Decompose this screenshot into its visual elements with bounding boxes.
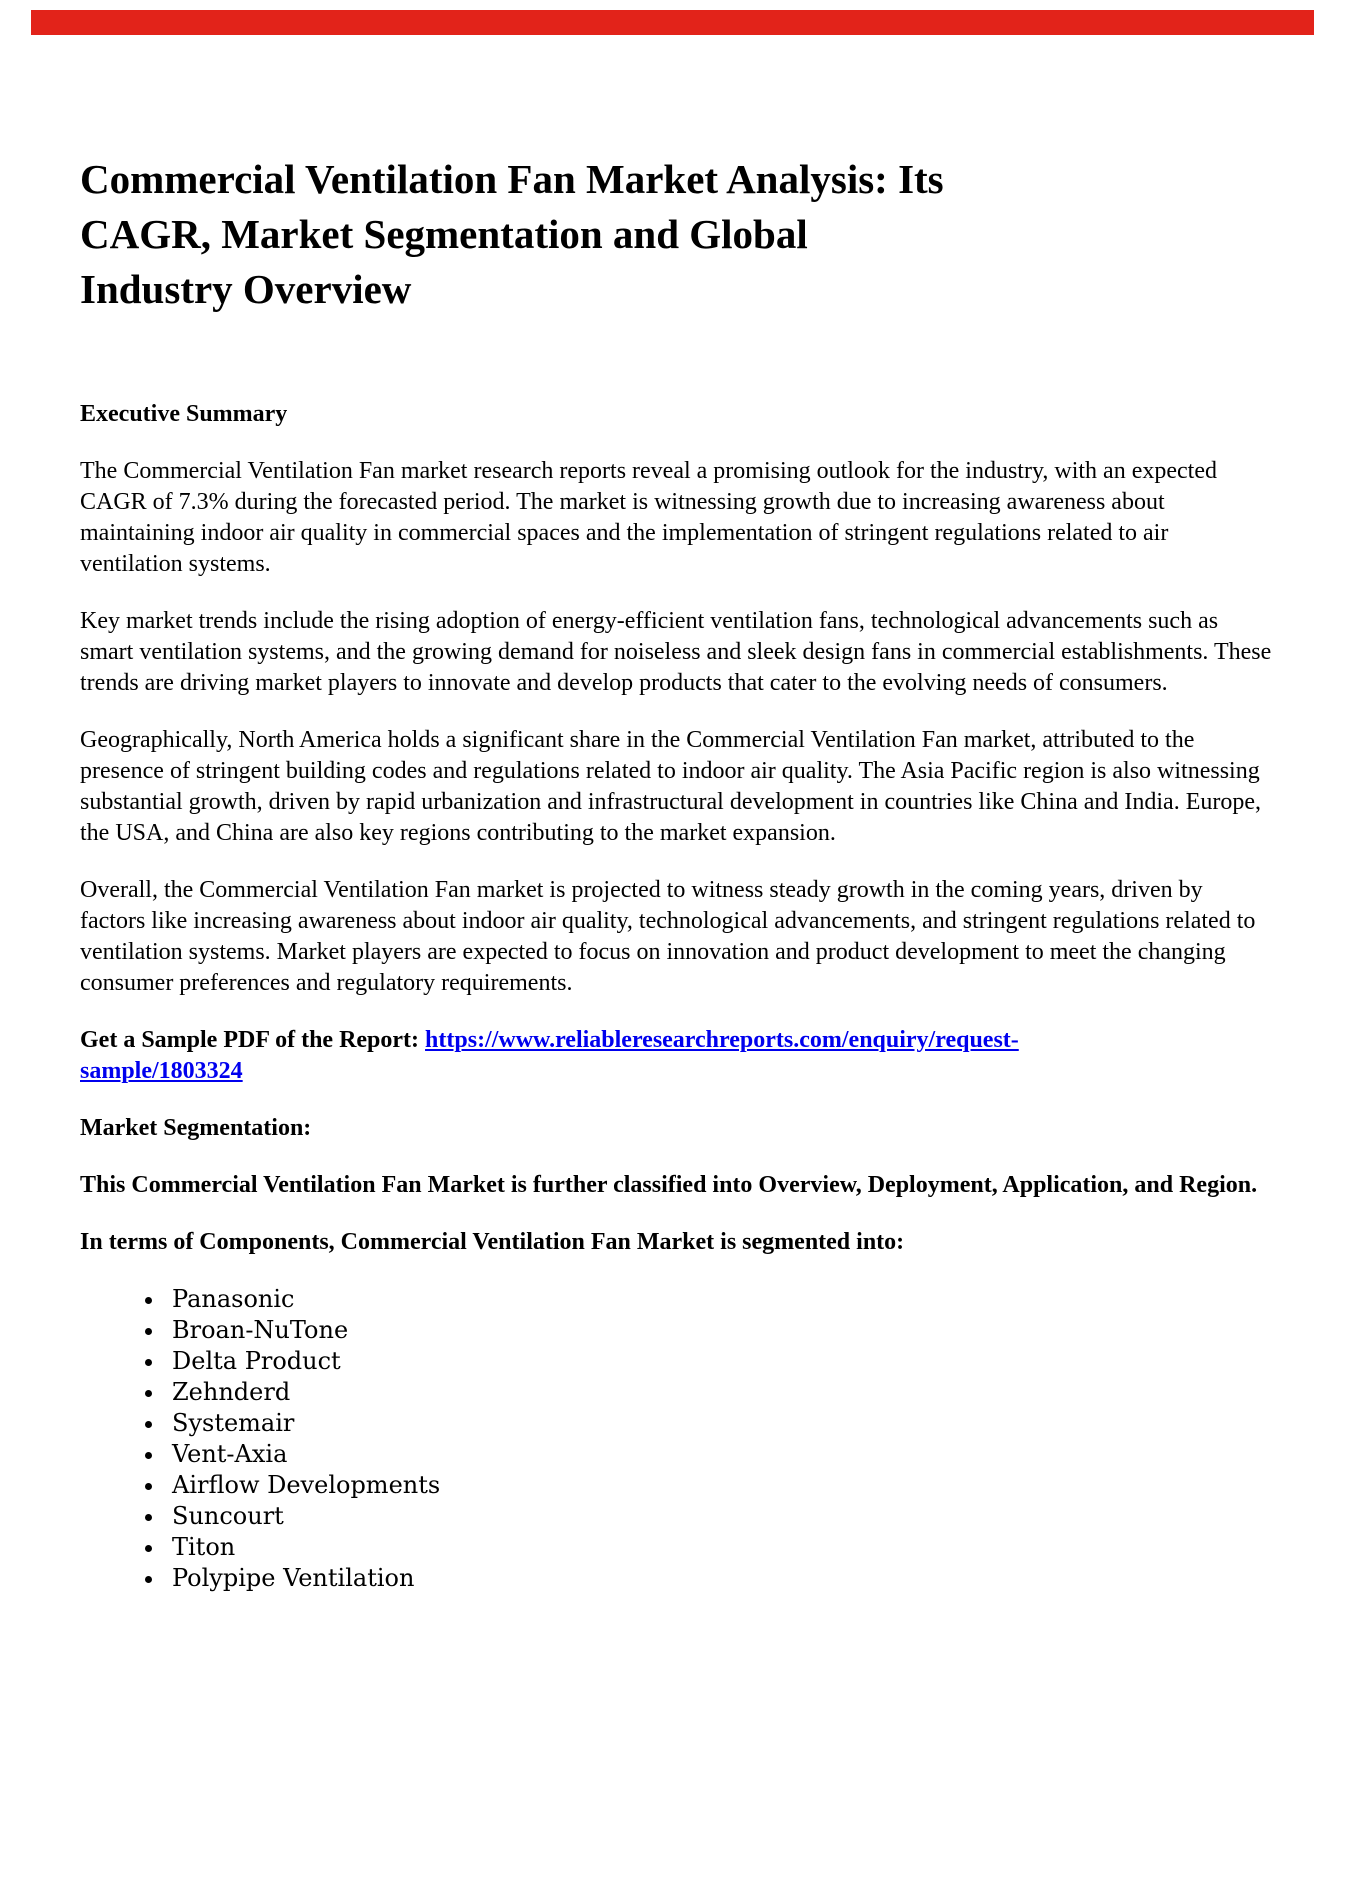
list-item: • Broan-NuTone (166, 1315, 1272, 1346)
page-title (80, 152, 1272, 317)
list-item: • Delta Product (166, 1346, 1272, 1377)
paragraph-components-intro: In terms of Components, Commercial Ventilation Fan Market is segmented into: (80, 1229, 905, 1255)
list-item: • Zehnderd (166, 1377, 1272, 1408)
list-item: • Polypipe Ventilation (166, 1563, 1272, 1594)
page-title-line2: CAGR, Market Segmentation and Global (80, 211, 808, 257)
paragraph-geography: Geographically, North America holds a significant share in the Commercial Ventilation Fan market, attributed to the presence of stringent building codes and regulations related to indoor air quality. The Asia Pacific region is also witnessing substantial growth, driven by rapid urbanization and infrastructural development in countries like China and India. Europe, the USA, and China are also key regions contributing to the market expansion. (80, 727, 1262, 846)
paragraph-classification: This Commercial Ventilation Fan Market is further classified into Overview, Deployment, Application, and Region. (80, 1172, 1258, 1198)
components-list (80, 1284, 1272, 1594)
sample-pdf-link-line2: sample/1803324 (80, 1058, 243, 1084)
paragraph-market-outlook: The Commercial Ventilation Fan market research reports reveal a promising outlook for the industry, with an expected CAGR of 7.3% during the forecasted period. The market is witnessing growth due to increasing awareness about maintaining indoor air quality in commercial spaces and the implementation of stringent regulations related to air ventilation systems. (80, 458, 1217, 577)
page-title-line1: Commercial Ventilation Fan Market Analysis: Its (80, 156, 944, 202)
sample-pdf-link-line1: https://www.reliableresearchreports.com/enquiry/request- (425, 1027, 1019, 1053)
list-item: • Titon (166, 1532, 1272, 1563)
page-title-line3: Industry Overview (80, 266, 412, 312)
article-content (80, 0, 1272, 1620)
paragraph-market-trends: Key market trends include the rising adoption of energy-efficient ventilation fans, technological advancements such as smart ventilation systems, and the growing demand for noiseless and sleek design fans in commercial establishments. These trends are driving market players to innovate and develop products that cater to the evolving needs of consumers. (80, 608, 1272, 696)
sample-pdf-label: Get a Sample PDF of the Report: (80, 1027, 426, 1053)
list-item: • Vent-Axia (166, 1439, 1272, 1470)
executive-summary-heading: Executive Summary (80, 401, 288, 427)
list-item: • Suncourt (166, 1501, 1272, 1532)
sample-pdf-line (80, 1025, 1272, 1087)
list-item: • Airflow Developments (166, 1470, 1272, 1501)
paragraph-overall-outlook: Overall, the Commercial Ventilation Fan market is projected to witness steady growth in the coming years, driven by factors like increasing awareness about indoor air quality, technological advancements, and stringent regulations related to ventilation systems. Market players are expected to focus on innovation and product development to meet the changing consumer preferences and regulatory requirements. (80, 877, 1256, 996)
list-item: • Systemair (166, 1408, 1272, 1439)
market-segmentation-heading: Market Segmentation: (80, 1115, 312, 1141)
list-item: • Panasonic (166, 1284, 1272, 1315)
